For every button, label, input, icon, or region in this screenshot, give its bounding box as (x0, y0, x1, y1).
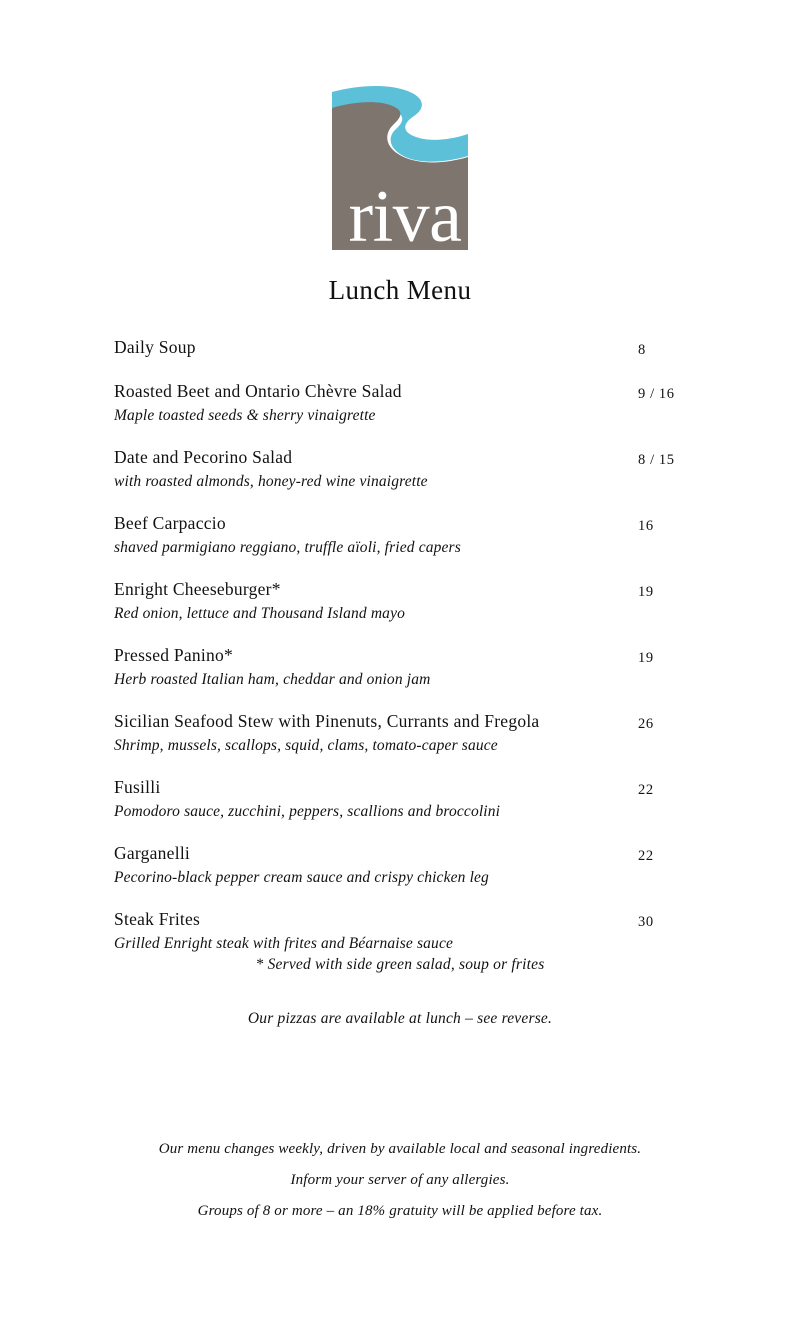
menu-item (114, 644, 700, 690)
menu-item-header (114, 578, 700, 602)
footer-line-menu-changes: Our menu changes weekly, driven by available local and seasonal ingredients. (158, 1141, 642, 1157)
menu-item-name: Date and Pecorino Salad (114, 447, 293, 467)
menu-item (114, 710, 700, 756)
menu-item-description: Grilled Enright steak with frites and Béarnaise sauce (114, 935, 454, 952)
menu-item-price: 19 (638, 650, 654, 666)
served-with-note: * Served with side green salad, soup or frites (255, 956, 545, 973)
logo-container (0, 82, 800, 258)
menu-item-name: Enright Cheeseburger* (114, 579, 281, 599)
menu-item-description: Pecorino-black pepper cream sauce and crispy chicken leg (114, 869, 489, 886)
menu-item (114, 336, 700, 360)
menu-item-header (114, 380, 700, 404)
menu-item-description: Herb roasted Italian ham, cheddar and onion jam (114, 671, 431, 688)
footer-line-gratuity: Groups of 8 or more – an 18% gratuity will be applied before tax. (197, 1203, 603, 1219)
menu-item-name: Garganelli (114, 843, 191, 863)
menu-item-name: Steak Frites (114, 909, 201, 929)
menu-item (114, 842, 700, 888)
menu-item-price: 16 (638, 518, 654, 534)
footer-line-allergies: Inform your server of any allergies. (290, 1172, 510, 1188)
menu-item-header (114, 710, 700, 734)
menu-item-description: Maple toasted seeds & sherry vinaigrette (114, 407, 376, 424)
menu-item-price: 8 (638, 342, 646, 358)
menu-item-price: 8 / 15 (638, 452, 675, 468)
menu-item-name: Fusilli (114, 777, 161, 797)
menu-item-name: Pressed Panino* (114, 645, 233, 665)
menu-item-header (114, 446, 700, 470)
pizza-availability-note: Our pizzas are available at lunch – see reverse. (247, 1010, 553, 1027)
menu-item-price: 22 (638, 848, 654, 864)
footer-notes (0, 1134, 800, 1227)
menu-item-price: 19 (638, 584, 654, 600)
menu-item-name: Beef Carpaccio (114, 513, 226, 533)
menu-item (114, 776, 700, 822)
menu-item (114, 578, 700, 624)
menu-item (114, 446, 700, 492)
menu-item-price: 26 (638, 716, 654, 732)
menu-item-name: Roasted Beet and Ontario Chèvre Salad (114, 381, 402, 401)
menu-item-description: shaved parmigiano reggiano, truffle aïoli, fried capers (114, 539, 461, 556)
menu-item-price: 22 (638, 782, 654, 798)
menu-item-price: 30 (638, 914, 654, 930)
menu-item-name: Daily Soup (114, 337, 196, 357)
menu-item-name: Sicilian Seafood Stew with Pinenuts, Currants and Fregola (114, 711, 540, 731)
page-title: Lunch Menu (328, 275, 472, 305)
menu-item-description: Red onion, lettuce and Thousand Island mayo (114, 605, 406, 622)
menu-item-description: with roasted almonds, honey-red wine vinaigrette (114, 473, 428, 490)
menu-item-description: Shrimp, mussels, scallops, squid, clams, tomato-caper sauce (114, 737, 498, 754)
mid-notes (0, 954, 800, 1030)
logo-wordmark: riva (348, 176, 462, 258)
menu-items-list (114, 336, 700, 954)
menu-item-header (114, 512, 700, 536)
menu-item-header (114, 842, 700, 866)
menu-item-header (114, 336, 700, 360)
menu-item-header (114, 908, 700, 932)
menu-item-header (114, 644, 700, 668)
menu-item-price: 9 / 16 (638, 386, 675, 402)
menu-item-header (114, 776, 700, 800)
riva-logo (332, 82, 468, 258)
menu-item-description: Pomodoro sauce, zucchini, peppers, scallions and broccolini (114, 803, 501, 820)
menu-item (114, 380, 700, 426)
menu-item (114, 908, 700, 954)
menu-item (114, 512, 700, 558)
